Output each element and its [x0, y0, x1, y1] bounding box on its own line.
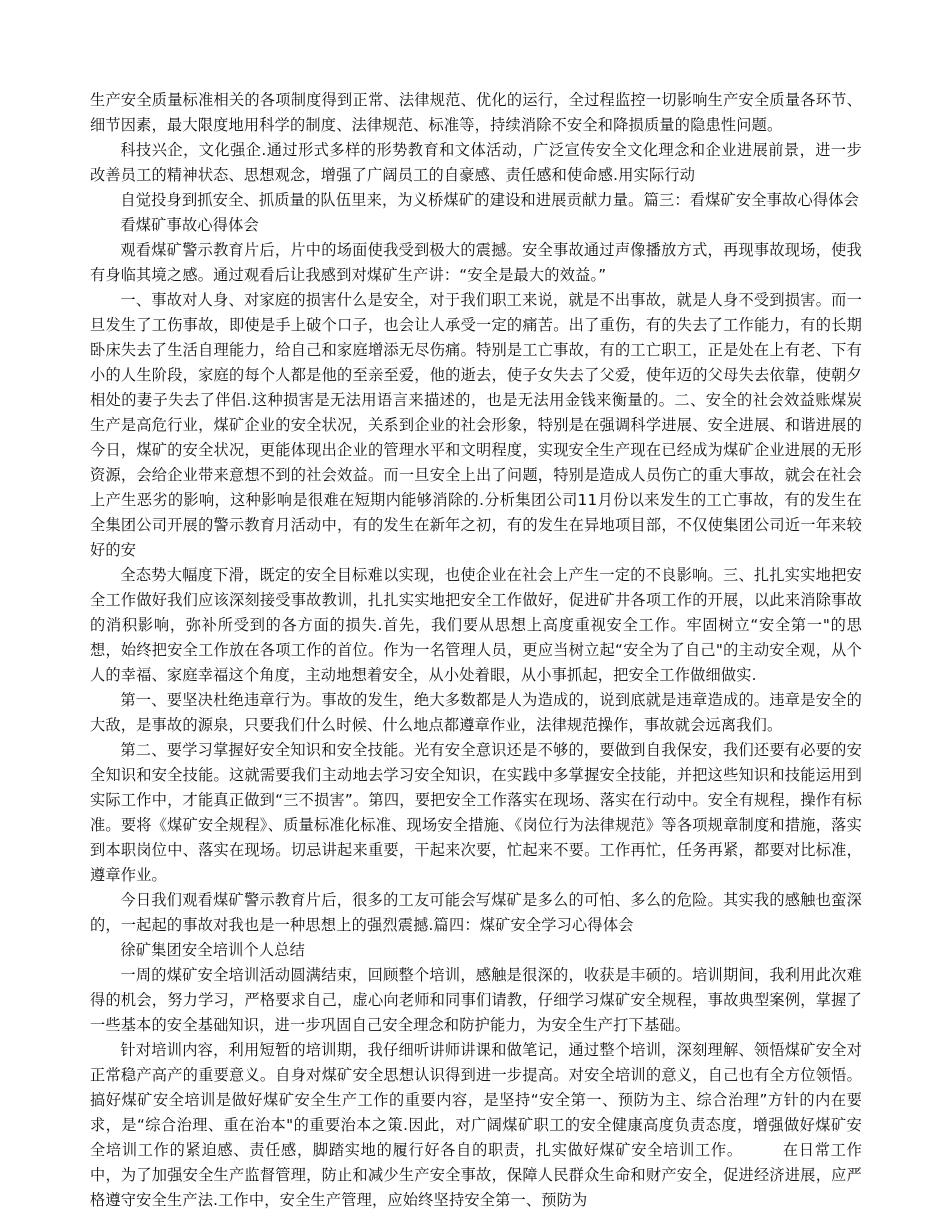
paragraph-5: 观看煤矿警示教育片后，片中的场面使我受到极大的震撼。安全事故通过声像播放方式，再现事故现场，使我有身临其境之感。通过观看后让我感到对煤矿生产讲：“安全是最大的效益。”	[90, 241, 862, 284]
paragraph-13: 针对培训内容，利用短暂的培训期，我仔细听讲师讲课和做笔记，通过整个培训，深刻理解、领悟煤矿安全对正常稳产高产的重要意义。自身对煤矿安全思想认识得到进一步提高。对安全培训的意义，自己也有全方位领悟。搞好煤矿安全培训是做好煤矿安全生产工作的重要内容，是坚持“安全第一、预防为主、综合治理”方针的内在要求，是“综合治理、重在治本"的重要治本之策.因此，对广阔煤矿职工的安全健康高度负责态度，增强做好煤矿安全培训工作的紧迫感、责任感，脚踏实地的履行好各自的职责，扎实做好煤矿安全培训工作。 在日常工作中，为了加强安全生产监督管理，防止和减少生产安全事故，保障人民群众生命和财产安全，促进经济进展，应严格遵守安全生产法.工作中，安全生产管理，应始终坚持安全第一、预防为	[90, 1041, 862, 1209]
paragraph-1: 生产安全质量标准相关的各项制度得到正常、法律规范、优化的运行，全过程监控一切影响生产安全质量各环节、细节因素，最大限度地用科学的制度、法律规范、标准等，持续消除不安全和降损质量的隐患性问题。	[90, 91, 862, 134]
paragraph-7: 全态势大幅度下滑，既定的安全目标难以实现，也使企业在社会上产生一定的不良影响。三、扎扎实实地把安全工作做好我们应该深刻接受事故教训，扎扎实实地把安全工作做好，促进矿井各项工作的开展，以此来消除事故的消积影响，弥补所受到的各方面的损失.首先，我们要从思想上高度重视安全工作。牢固树立“安全第一"的思想，始终把安全工作放在各项工作的首位。作为一名管理人员，更应当树立起“安全为了自己"的主动安全观，从个人的幸福、家庭幸福这个角度，主动地想着安全，从小处着眼，从小事抓起，把安全工作做细做实.	[90, 566, 862, 684]
paragraph-4: 看煤矿事故心得体会	[120, 216, 259, 234]
paragraph-3: 自觉投身到抓安全、抓质量的队伍里来，为义桥煤矿的建设和进展贡献力量。篇三：看煤矿安全事故心得体会	[120, 191, 859, 209]
paragraph-9: 第二、要学习掌握好安全知识和安全技能。光有安全意识还是不够的，要做到自我保安，我们还要有必要的安全知识和安全技能。这就需要我们主动地去学习安全知识，在实践中多掌握安全技能，并把这些知识和技能运用到实际工作中，才能真正做到“三不损害”。第四，要把安全工作落实在现场、落实在行动中。安全有规程，操作有标准。要将《煤矿安全规程》、质量标准化标准、现场安全措施、《岗位行为法律规范》等各项规章制度和措施，落实到本职岗位中、落实在现场。切忌讲起来重要，干起来次要，忙起来不要。工作再忙，任务再紧，都要对比标准，遵章作业。	[90, 741, 862, 884]
paragraph-2: 科技兴企，文化强企.通过形式多样的形势教育和文体活动，广泛宣传安全文化理念和企业进展前景，进一步改善员工的精神状态、思想观念，增强了广阔员工的自豪感、责任感和使命感.用实际行动	[90, 141, 862, 184]
paragraph-8: 第一、要坚决杜绝违章行为。事故的发生，绝大多数都是人为造成的，说到底就是违章造成的。违章是安全的大敌，是事故的源泉，只要我们什么时候、什么地点都遵章作业，法律规范操作，事故就会远离我们。	[90, 691, 862, 734]
paragraph-10: 今日我们观看煤矿警示教育片后，很多的工友可能会写煤矿是多么的可怕、多么的危险。其实我的感触也蛮深的，一起起的事故对我也是一种思想上的强烈震撼.篇四：煤矿安全学习心得体会	[90, 891, 862, 934]
paragraph-11: 徐矿集团安全培训个人总结	[120, 941, 306, 959]
paragraph-6: 一、事故对人身、对家庭的损害什么是安全，对于我们职工来说，就是不出事故，就是人身不受到损害。而一旦发生了工伤事故，即使是手上破个口子，也会让人承受一定的痛苦。出了重伤，有的失去了工作能力，有的长期卧床失去了生活自理能力，给自己和家庭增添无尽伤痛。特别是工亡事故，有的工亡职工，正是处在上有老、下有小的人生阶段，家庭的每个人都是他的至亲至爱，他的逝去，使子女失去了父爱，使年迈的父母失去依靠，使朝夕相处的妻子失去了伴侣.这种损害是无法用语言来描述的，也是无法用金钱来衡量的。二、安全的社会效益账煤炭生产是高危行业，煤矿企业的安全状况，关系到企业的社会形象，特别是在强调科学进展、安全进展、和谐进展的今日，煤矿的安全状况，更能体现出企业的管理水平和文明程度，实现安全生产现在已经成为煤矿企业进展的无形资源，会给企业带来意想不到的社会效益。而一旦安全上出了问题，特别是造成人员伤亡的重大事故，就会在社会上产生恶劣的影响，这种影响是很难在短期内能够消除的.分析集团公司11月份以来发生的工亡事故，有的发生在全集团公司开展的警示教育月活动中，有的发生在新年之初，有的发生在异地项目部，不仅使集团公司近一年来较好的安	[90, 291, 862, 559]
document-page	[90, 88, 862, 1213]
paragraph-12: 一周的煤矿安全培训活动圆满结束，回顾整个培训，感触是很深的，收获是丰硕的。培训期间，我利用此次难得的机会，努力学习，严格要求自己，虚心向老师和同事们请教，仔细学习煤矿安全规程，事故典型案例，掌握了一些基本的安全基础知识，进一步巩固自己安全理念和防护能力，为安全生产打下基础。	[90, 966, 862, 1034]
